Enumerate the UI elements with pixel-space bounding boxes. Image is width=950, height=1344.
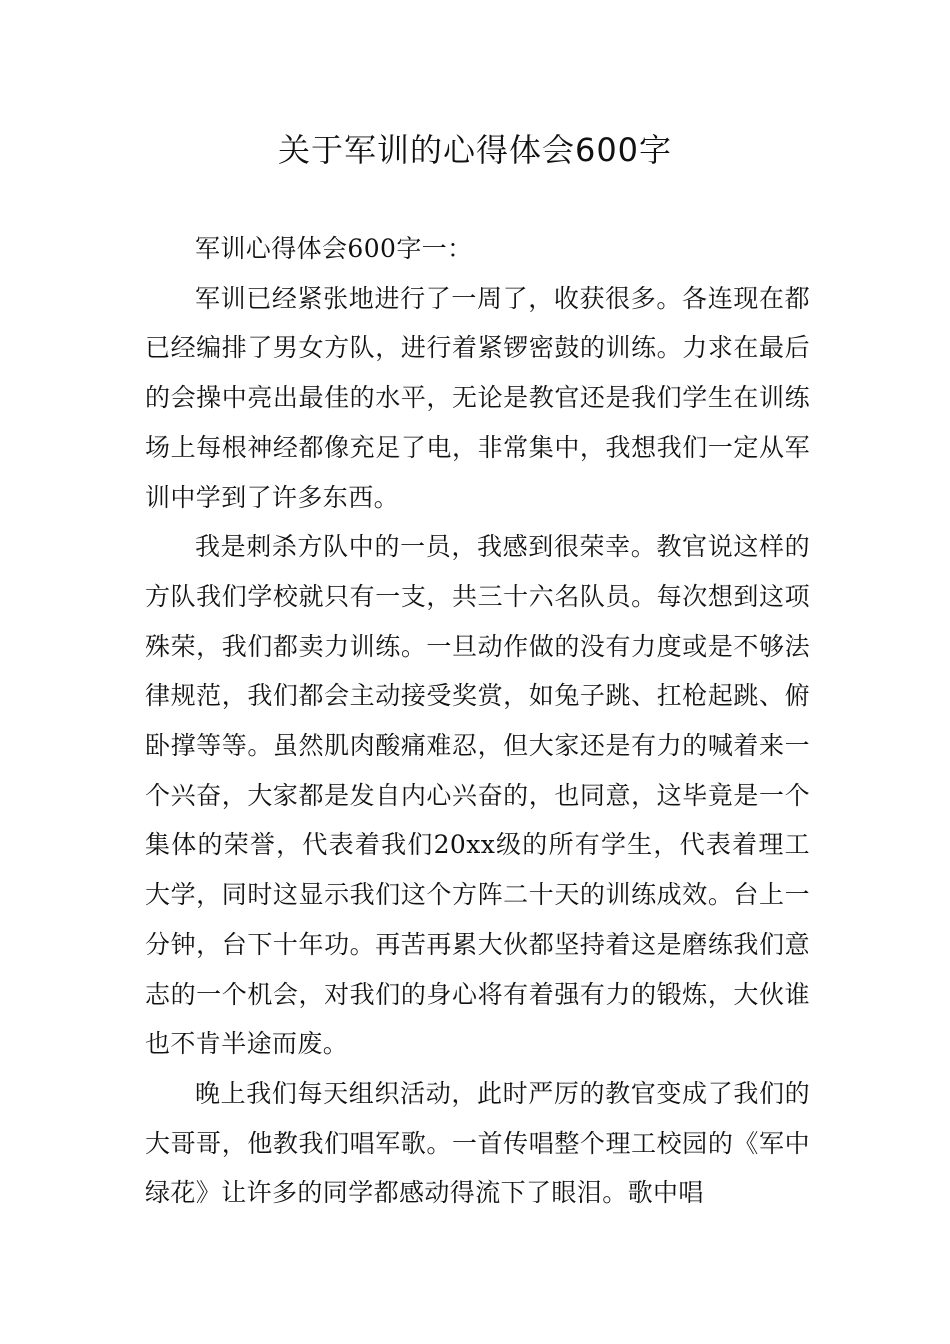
document-title: 关于军训的心得体会600字 — [277, 131, 673, 169]
document-body — [145, 224, 810, 1218]
paragraph-subheading: 军训心得体会600字一： — [195, 234, 473, 263]
paragraph: 我是刺杀方队中的一员，我感到很荣幸。教官说这样的方队我们学校就只有一支，共三十六名队员。每次想到这项殊荣，我们都卖力训练。一旦动作做的没有力度或是不够法律规范，我们都会主动接受奖赏，如兔子跳、扛枪起跳、俯卧撑等等。虽然肌肉酸痛难忍，但大家还是有力的喊着来一个兴奋，大家都是发自内心兴奋的，也同意，这毕竟是一个集体的荣誉，代表着我们20xx级的所有学生，代表着理工大学，同时这显示我们这个方阵二十天的训练成效。台上一分钟，台下十年功。再苦再累大伙都坚持着这是磨练我们意志的一个机会，对我们的身心将有着强有力的锻炼，大伙谁也不肯半途而废。 — [145, 532, 810, 1059]
paragraph: 晚上我们每天组织活动，此时严厉的教官变成了我们的大哥哥，他教我们唱军歌。一首传唱整个理工校园的《军中绿花》让许多的同学都感动得流下了眼泪。歌中唱 — [145, 1078, 810, 1208]
paragraph: 军训已经紧张地进行了一周了，收获很多。各连现在都已经编排了男女方队，进行着紧锣密鼓的训练。力求在最后的会操中亮出最佳的水平，无论是教官还是我们学生在训练场上每根神经都像充足了电，非常集中，我想我们一定从军训中学到了许多东西。 — [145, 283, 810, 512]
